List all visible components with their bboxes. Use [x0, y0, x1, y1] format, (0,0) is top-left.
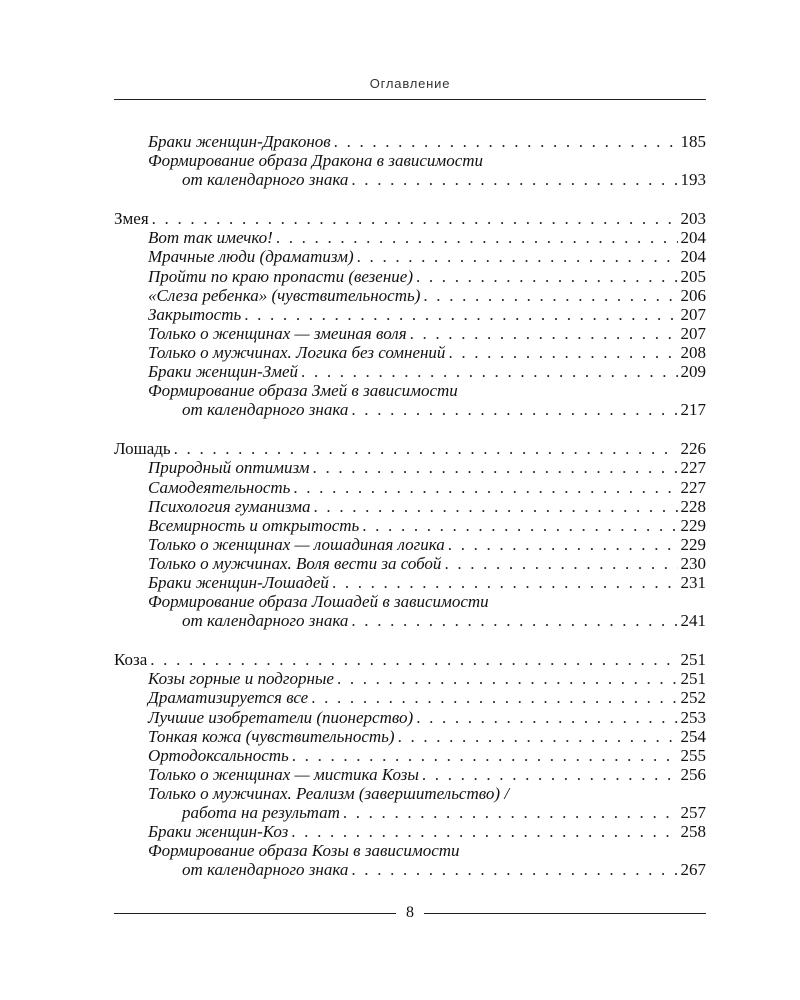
dot-leader — [244, 305, 677, 324]
toc-entry — [114, 746, 706, 765]
toc-entry-title: работа на результат — [182, 803, 340, 822]
dot-leader — [311, 688, 677, 707]
toc-entry — [114, 554, 706, 573]
toc-entry-title: Пройти по краю пропасти (везение) — [148, 266, 413, 286]
toc-entry — [114, 860, 706, 879]
dot-leader — [351, 400, 677, 419]
toc-entry-title: от календарного знака — [182, 400, 349, 420]
toc-entry-title: Закрытость — [148, 304, 242, 324]
dot-leader — [276, 228, 678, 247]
toc-entry-page: 203 — [680, 209, 706, 229]
toc-entry-page: 217 — [680, 400, 706, 420]
toc-entry — [114, 803, 706, 822]
toc-entry-title: Лошадь — [114, 439, 171, 459]
toc-entry-page: 228 — [680, 496, 706, 516]
toc-entry — [114, 400, 706, 419]
toc-entry-title: Природный оптимизм — [148, 458, 310, 478]
toc-entry-page: 207 — [680, 304, 706, 324]
toc-entry — [114, 381, 706, 400]
footer-rule-right — [424, 913, 706, 914]
toc-entry — [114, 822, 706, 841]
toc-entry-title: Вот так имечко! — [148, 228, 273, 248]
toc-entry — [114, 688, 706, 707]
dot-leader — [313, 458, 678, 477]
toc-entry-title: Козы горные и подгорные — [148, 669, 334, 689]
toc-entry-page: 267 — [680, 860, 706, 880]
toc-entry-page: 257 — [680, 803, 706, 822]
toc-entry — [114, 132, 706, 151]
toc-entry — [114, 267, 706, 286]
dot-leader — [398, 727, 678, 746]
dot-leader — [448, 535, 678, 554]
dot-leader — [343, 803, 678, 822]
dot-leader — [293, 478, 677, 497]
toc-entry — [114, 516, 706, 535]
toc-entry-page: 207 — [680, 323, 706, 343]
toc-entry-title: Только о мужчинах. Воля вести за собой — [148, 553, 442, 573]
dot-leader — [362, 516, 677, 535]
dot-leader — [351, 611, 677, 630]
dot-leader — [423, 286, 677, 305]
toc-entry — [114, 497, 706, 516]
running-header: Оглавление — [369, 76, 451, 91]
toc-entry — [114, 478, 706, 497]
toc-entry-page: 204 — [680, 228, 706, 248]
toc-entry-title: Коза — [114, 650, 148, 670]
toc-entry — [114, 784, 706, 803]
toc-entry — [114, 841, 706, 860]
dot-leader — [422, 765, 678, 784]
toc-entry-title: Браки женщин-Драконов — [148, 132, 331, 151]
dot-leader — [351, 860, 677, 879]
dot-leader — [351, 170, 677, 189]
toc-section — [114, 132, 706, 189]
toc-entry-title: Только о мужчинах. Реализм (завершительство) / — [148, 783, 510, 803]
toc-entry-title: Браки женщин-Змей — [148, 362, 299, 382]
toc-entry-title: Формирование образа Козы в зависимости — [148, 841, 460, 861]
toc-entry — [114, 228, 706, 247]
toc-entry-title: Формирование образа Дракона в зависимости — [148, 151, 484, 171]
toc-entry — [114, 765, 706, 784]
page-number: 8 — [406, 904, 414, 921]
toc-entry — [114, 727, 706, 746]
toc-entry-page: 229 — [680, 534, 706, 554]
toc-entry — [114, 611, 706, 630]
toc-chapter-entry — [114, 650, 706, 669]
toc-entry — [114, 458, 706, 477]
toc-entry-page: 206 — [680, 285, 706, 305]
toc-entry-page: 255 — [680, 745, 706, 765]
table-of-contents — [114, 132, 706, 899]
toc-entry-title: «Слеза ребенка» (чувствительность) — [148, 285, 421, 305]
toc-entry-title: Самодеятельность — [148, 477, 291, 497]
toc-entry — [114, 305, 706, 324]
toc-entry — [114, 343, 706, 362]
toc-entry-page: 208 — [680, 342, 706, 362]
toc-entry-page: 258 — [680, 822, 706, 842]
toc-entry-page: 231 — [680, 572, 706, 592]
toc-entry — [114, 535, 706, 554]
toc-entry — [114, 247, 706, 266]
toc-entry-title: Только о женщинах — змеиная воля — [148, 323, 407, 343]
toc-entry — [114, 592, 706, 611]
toc-entry-title: Мрачные люди (драматизм) — [148, 247, 354, 267]
toc-section — [114, 650, 706, 879]
toc-entry — [114, 669, 706, 688]
dot-leader — [150, 650, 677, 669]
toc-entry-page: 254 — [680, 726, 706, 746]
toc-entry-page: 229 — [680, 515, 706, 535]
toc-entry-title: Лучшие изобретатели (пионерство) — [148, 707, 414, 727]
toc-entry-title: Формирование образа Лошадей в зависимости — [148, 592, 489, 612]
toc-entry-title: Тонкая кожа (чувствительность) — [148, 726, 395, 746]
toc-entry — [114, 362, 706, 381]
dot-leader — [301, 362, 677, 381]
dot-leader — [174, 439, 678, 458]
toc-entry-title: Змея — [114, 209, 149, 229]
toc-entry-page: 227 — [680, 477, 706, 497]
footer-rule-left — [114, 913, 396, 914]
dot-leader — [448, 343, 677, 362]
toc-entry-page: 185 — [680, 132, 706, 151]
dot-leader — [416, 708, 677, 727]
toc-entry-page: 241 — [680, 611, 706, 631]
dot-leader — [337, 669, 678, 688]
toc-entry-title: Только о мужчинах. Логика без сомнений — [148, 342, 446, 362]
toc-entry-title: Ортодоксальность — [148, 745, 289, 765]
toc-entry-title: Только о женщинах — мистика Козы — [148, 764, 419, 784]
toc-entry-page: 230 — [680, 553, 706, 573]
toc-entry-page: 193 — [680, 170, 706, 190]
toc-entry-title: от календарного знака — [182, 170, 349, 190]
dot-leader — [357, 247, 678, 266]
dot-leader — [444, 554, 677, 573]
toc-entry-page: 209 — [680, 362, 706, 382]
dot-leader — [152, 209, 678, 228]
toc-entry — [114, 286, 706, 305]
toc-entry-page: 205 — [680, 266, 706, 286]
toc-entry — [114, 324, 706, 343]
dot-leader — [332, 573, 678, 592]
toc-entry-title: от календарного знака — [182, 611, 349, 631]
toc-entry-title: Браки женщин-Коз — [148, 822, 289, 842]
toc-section — [114, 439, 706, 630]
toc-chapter-entry — [114, 439, 706, 458]
toc-entry-page: 251 — [680, 650, 706, 670]
toc-entry-page: 252 — [680, 688, 706, 708]
toc-entry-page: 227 — [680, 458, 706, 478]
toc-entry — [114, 573, 706, 592]
dot-leader — [314, 497, 678, 516]
page-footer — [114, 903, 706, 923]
dot-leader — [410, 324, 678, 343]
toc-entry-title: Драматизируется все — [148, 688, 309, 708]
toc-entry-title: Браки женщин-Лошадей — [148, 572, 329, 592]
toc-entry — [114, 170, 706, 189]
toc-section — [114, 209, 706, 419]
dot-leader — [416, 267, 678, 286]
toc-entry-page: 256 — [680, 764, 706, 784]
toc-entry — [114, 151, 706, 170]
toc-entry-page: 204 — [680, 247, 706, 267]
toc-entry-title: Всемирность и открытость — [148, 515, 360, 535]
toc-entry-page: 251 — [680, 669, 706, 689]
dot-leader — [291, 822, 677, 841]
toc-chapter-entry — [114, 209, 706, 228]
dot-leader — [334, 132, 678, 151]
toc-entry-page: 253 — [680, 707, 706, 727]
toc-entry-title: от календарного знака — [182, 860, 349, 880]
toc-entry-title: Психология гуманизма — [148, 496, 311, 516]
toc-entry-title: Формирование образа Змей в зависимости — [148, 381, 458, 401]
dot-leader — [292, 746, 678, 765]
toc-entry-title: Только о женщинах — лошадиная логика — [148, 534, 445, 554]
toc-entry-page: 226 — [680, 439, 706, 459]
toc-entry — [114, 708, 706, 727]
header-rule — [114, 99, 706, 100]
